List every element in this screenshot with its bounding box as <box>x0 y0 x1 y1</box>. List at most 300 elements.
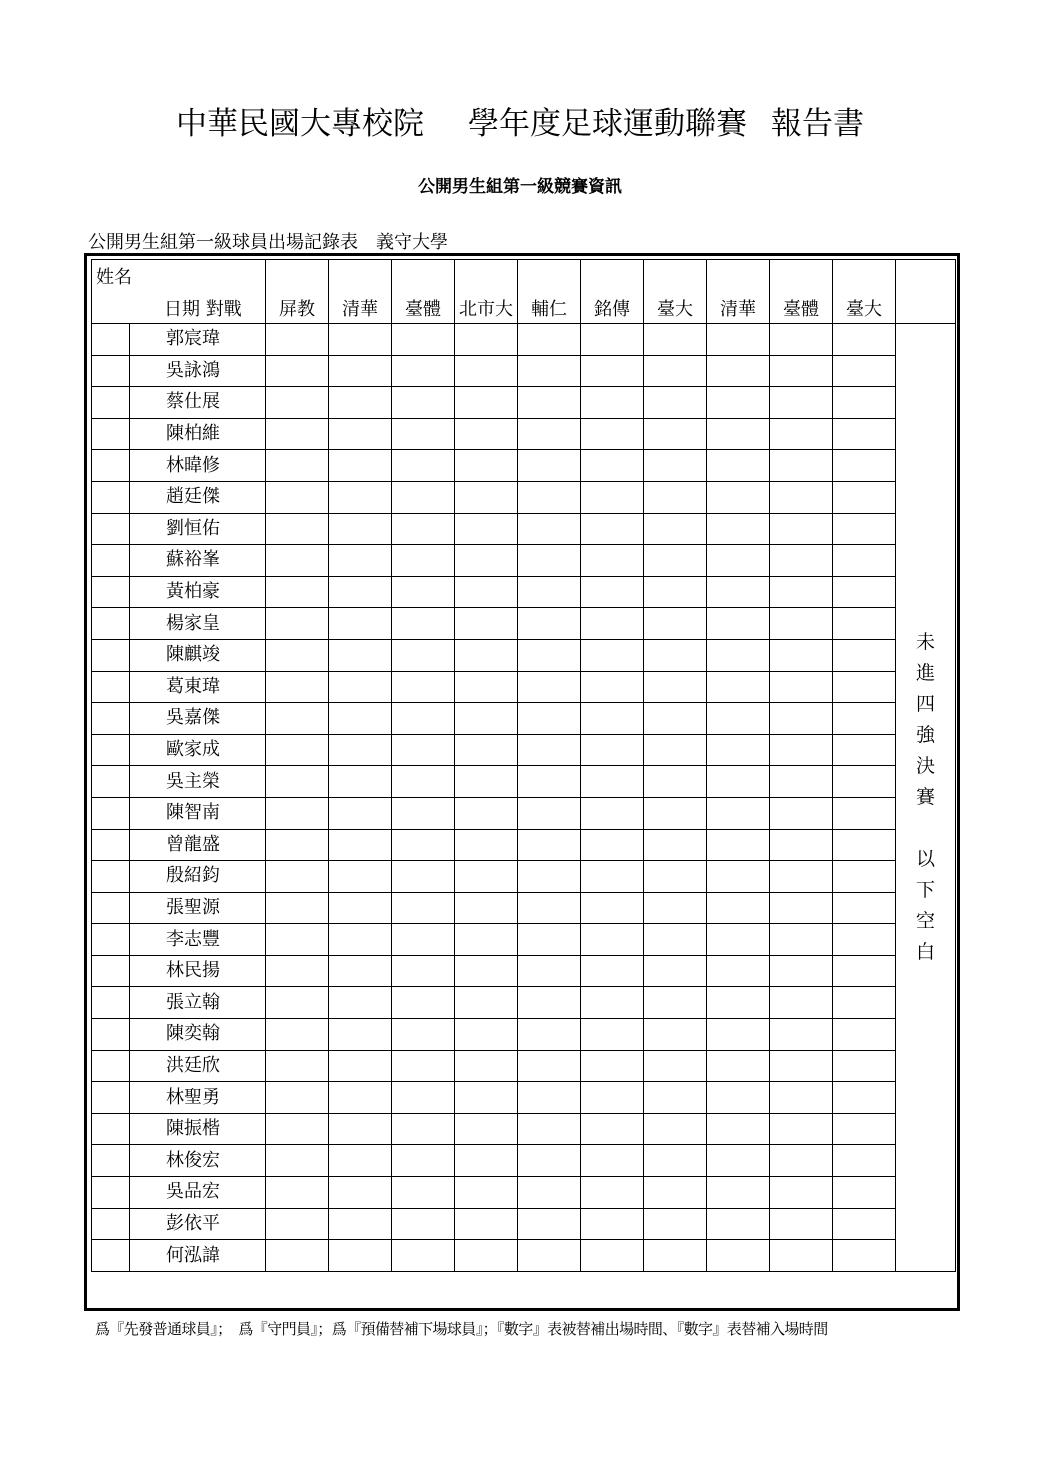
appearance-cell <box>707 450 770 482</box>
appearance-cell <box>266 955 329 987</box>
appearance-cell <box>329 355 392 387</box>
appearance-cell <box>770 797 833 829</box>
appearance-cell <box>833 418 896 450</box>
player-name-cell: 陳智南 <box>130 797 266 829</box>
table-row <box>92 355 956 387</box>
appearance-cell <box>518 576 581 608</box>
note-column-cell <box>896 324 956 1272</box>
appearance-cell <box>770 1082 833 1114</box>
appearance-cell <box>329 576 392 608</box>
table-row <box>92 829 956 861</box>
appearance-cell <box>518 513 581 545</box>
appearance-cell <box>833 1177 896 1209</box>
player-name-cell: 陳柏維 <box>130 418 266 450</box>
appearance-cell <box>329 481 392 513</box>
table-row <box>92 1240 956 1272</box>
table-row <box>92 513 956 545</box>
appearance-cell <box>707 576 770 608</box>
appearance-cell <box>518 355 581 387</box>
appearance-cell <box>644 1050 707 1082</box>
opponent-header-cell: 臺體 <box>770 260 833 324</box>
appearance-cell <box>266 576 329 608</box>
appearance-cell <box>518 639 581 671</box>
appearance-cell <box>833 1050 896 1082</box>
table-row <box>92 324 956 356</box>
jersey-number-cell <box>92 481 130 513</box>
appearance-cell <box>455 703 518 735</box>
player-name-cell: 吳詠鴻 <box>130 355 266 387</box>
jersey-number-cell <box>92 1208 130 1240</box>
appearance-cell <box>455 324 518 356</box>
appearance-cell <box>770 671 833 703</box>
appearance-cell <box>644 924 707 956</box>
appearance-cell <box>392 387 455 419</box>
appearance-cell <box>518 1177 581 1209</box>
appearance-cell <box>707 1208 770 1240</box>
appearance-cell <box>833 797 896 829</box>
appearance-cell <box>770 892 833 924</box>
appearance-cell <box>392 671 455 703</box>
appearance-cell <box>266 481 329 513</box>
note-char: 未 <box>915 630 935 653</box>
appearance-cell <box>329 387 392 419</box>
appearance-cell <box>581 1019 644 1051</box>
jersey-number-cell <box>92 418 130 450</box>
appearance-cell <box>644 797 707 829</box>
appearance-cell <box>518 1082 581 1114</box>
appearance-cell <box>770 608 833 640</box>
appearance-cell <box>329 924 392 956</box>
appearance-cell <box>833 1208 896 1240</box>
table-row <box>92 1145 956 1177</box>
appearance-cell <box>707 418 770 450</box>
appearance-cell <box>518 861 581 893</box>
opponent-header-cell: 清華 <box>707 260 770 324</box>
table-row <box>92 924 956 956</box>
appearance-cell <box>833 1082 896 1114</box>
appearance-cell <box>392 1019 455 1051</box>
table-caption <box>88 228 448 254</box>
appearance-cell <box>581 766 644 798</box>
appearance-cell <box>518 924 581 956</box>
appearance-cell <box>644 324 707 356</box>
appearance-cell <box>392 513 455 545</box>
appearance-cell <box>329 861 392 893</box>
appearance-cell <box>581 418 644 450</box>
appearance-cell <box>266 861 329 893</box>
appearance-cell <box>644 955 707 987</box>
player-name-cell: 吳主榮 <box>130 766 266 798</box>
jersey-number-cell <box>92 1050 130 1082</box>
table-row <box>92 481 956 513</box>
appearance-cell <box>707 955 770 987</box>
player-name-cell: 林民揚 <box>130 955 266 987</box>
appearance-cell <box>455 608 518 640</box>
jersey-number-cell <box>92 671 130 703</box>
jersey-number-cell <box>92 1082 130 1114</box>
appearance-cell <box>455 955 518 987</box>
appearance-cell <box>392 987 455 1019</box>
appearance-cell <box>266 513 329 545</box>
appearance-cell <box>329 892 392 924</box>
appearance-cell <box>266 892 329 924</box>
section-subtitle: 公開男生組第一級競賽資訊 <box>418 177 622 197</box>
appearance-cell <box>770 987 833 1019</box>
appearance-cell <box>581 892 644 924</box>
table-row <box>92 545 956 577</box>
appearance-cell <box>644 892 707 924</box>
appearance-cell <box>644 1177 707 1209</box>
appearance-cell <box>392 955 455 987</box>
appearance-cell <box>518 387 581 419</box>
jersey-number-cell <box>92 955 130 987</box>
appearance-cell <box>266 1208 329 1240</box>
note-char: 下 <box>915 878 935 901</box>
appearance-cell <box>770 955 833 987</box>
appearance-cell <box>707 355 770 387</box>
table-row <box>92 1177 956 1209</box>
appearance-cell <box>518 608 581 640</box>
appearance-cell <box>644 1019 707 1051</box>
appearance-cell <box>392 861 455 893</box>
appearance-cell <box>392 324 455 356</box>
appearance-cell <box>707 1050 770 1082</box>
appearance-cell <box>581 955 644 987</box>
appearance-cell <box>833 987 896 1019</box>
appearance-cell <box>770 1208 833 1240</box>
appearance-cell <box>644 639 707 671</box>
jersey-number-cell <box>92 1019 130 1051</box>
appearance-cell <box>518 450 581 482</box>
appearance-cell <box>329 450 392 482</box>
appearance-cell <box>329 608 392 640</box>
player-name-cell: 洪廷欣 <box>130 1050 266 1082</box>
jersey-number-cell <box>92 892 130 924</box>
appearance-cell <box>266 387 329 419</box>
appearance-cell <box>455 734 518 766</box>
appearance-cell <box>707 1177 770 1209</box>
opponent-header-cell: 屏教 <box>266 260 329 324</box>
appearance-cell <box>833 639 896 671</box>
page-title <box>0 98 1040 143</box>
appearance-cell <box>329 1050 392 1082</box>
appearance-cell <box>266 797 329 829</box>
player-name-cell: 林聖勇 <box>130 1082 266 1114</box>
jersey-number-cell <box>92 513 130 545</box>
appearance-cell <box>833 608 896 640</box>
appearance-cell <box>770 734 833 766</box>
appearance-cell <box>455 797 518 829</box>
table-row <box>92 1082 956 1114</box>
appearance-cell <box>707 703 770 735</box>
player-name-cell: 李志豐 <box>130 924 266 956</box>
appearance-cell <box>518 734 581 766</box>
appearance-cell <box>266 1177 329 1209</box>
appearance-cell <box>707 671 770 703</box>
appearance-cell <box>707 1082 770 1114</box>
appearance-cell <box>329 671 392 703</box>
appearance-cell <box>518 481 581 513</box>
jersey-number-cell <box>92 829 130 861</box>
appearance-cell <box>266 545 329 577</box>
appearance-cell <box>707 545 770 577</box>
appearance-cell <box>770 355 833 387</box>
appearance-cell <box>770 324 833 356</box>
appearance-cell <box>644 734 707 766</box>
appearance-cell <box>518 324 581 356</box>
appearance-cell <box>266 355 329 387</box>
appearance-cell <box>455 418 518 450</box>
appearance-cell <box>770 766 833 798</box>
appearance-cell <box>329 1208 392 1240</box>
appearance-cell <box>329 955 392 987</box>
jersey-number-cell <box>92 861 130 893</box>
appearance-cell <box>581 1208 644 1240</box>
appearance-cell <box>770 1240 833 1272</box>
appearance-cell <box>707 1240 770 1272</box>
jersey-number-cell <box>92 734 130 766</box>
jersey-number-cell <box>92 1145 130 1177</box>
appearance-cell <box>770 576 833 608</box>
table-row <box>92 955 956 987</box>
appearance-cell <box>266 1240 329 1272</box>
appearance-cell <box>518 892 581 924</box>
appearance-cell <box>518 545 581 577</box>
appearance-cell <box>644 671 707 703</box>
jersey-number-cell <box>92 1177 130 1209</box>
appearance-cell <box>266 1113 329 1145</box>
table-header-row <box>92 260 956 324</box>
opponent-header-cell: 銘傳 <box>581 260 644 324</box>
appearance-cell <box>833 576 896 608</box>
appearance-cell <box>329 1240 392 1272</box>
player-name-cell: 郭宸瑋 <box>130 324 266 356</box>
appearance-cell <box>329 1019 392 1051</box>
player-name-cell: 黃柏豪 <box>130 576 266 608</box>
appearance-cell <box>266 450 329 482</box>
appearance-cell <box>581 829 644 861</box>
appearance-cell <box>770 1145 833 1177</box>
table-row <box>92 861 956 893</box>
note-vertical-text <box>916 627 936 968</box>
appearance-cell <box>770 639 833 671</box>
appearance-cell <box>644 387 707 419</box>
appearance-cell <box>581 608 644 640</box>
appearance-cell <box>455 1113 518 1145</box>
opponent-header-cell: 臺大 <box>833 260 896 324</box>
note-char: 賽 <box>915 785 935 808</box>
appearance-cell <box>581 355 644 387</box>
appearance-cell <box>266 1145 329 1177</box>
appearance-cell <box>644 481 707 513</box>
appearance-cell <box>581 639 644 671</box>
note-char: 決 <box>915 754 935 777</box>
appearance-cell <box>329 987 392 1019</box>
appearance-cell <box>833 324 896 356</box>
jersey-number-cell <box>92 639 130 671</box>
appearance-cell <box>644 1113 707 1145</box>
appearance-cell <box>329 324 392 356</box>
appearance-cell <box>392 924 455 956</box>
table-row <box>92 1050 956 1082</box>
appearance-cell <box>392 797 455 829</box>
appearance-cell <box>392 829 455 861</box>
jersey-number-cell <box>92 987 130 1019</box>
appearance-cell <box>392 481 455 513</box>
appearance-cell <box>392 1050 455 1082</box>
appearance-cell <box>455 545 518 577</box>
appearance-cell <box>455 829 518 861</box>
appearance-cell <box>644 703 707 735</box>
appearance-cell <box>833 1240 896 1272</box>
appearance-cell <box>707 1145 770 1177</box>
appearance-cell <box>644 987 707 1019</box>
opponent-header-cell: 輔仁 <box>518 260 581 324</box>
appearance-cell <box>770 545 833 577</box>
table-row <box>92 797 956 829</box>
appearance-cell <box>581 513 644 545</box>
appearance-cell <box>455 1240 518 1272</box>
appearance-cell <box>266 987 329 1019</box>
appearance-cell <box>770 387 833 419</box>
appearance-cell <box>581 481 644 513</box>
appearance-cell <box>266 924 329 956</box>
player-name-cell: 陳麒竣 <box>130 639 266 671</box>
title-part1: 中華民國大專校院 <box>176 106 424 142</box>
appearance-cell <box>707 892 770 924</box>
player-name-cell: 劉恒佑 <box>130 513 266 545</box>
appearance-cell <box>518 797 581 829</box>
appearance-cell <box>392 450 455 482</box>
appearance-cell <box>833 481 896 513</box>
player-name-cell: 歐家成 <box>130 734 266 766</box>
table-row <box>92 639 956 671</box>
appearance-cell <box>455 1019 518 1051</box>
appearance-cell <box>833 671 896 703</box>
appearance-cell <box>455 576 518 608</box>
appearance-cell <box>329 734 392 766</box>
player-name-cell: 陳振楷 <box>130 1113 266 1145</box>
note-char: 以 <box>915 847 935 870</box>
appearance-cell <box>392 734 455 766</box>
appearance-cell <box>581 576 644 608</box>
appearance-cell <box>455 481 518 513</box>
appearance-cell <box>455 1208 518 1240</box>
appearance-cell <box>707 324 770 356</box>
appearance-cell <box>581 324 644 356</box>
jersey-number-cell <box>92 576 130 608</box>
appearance-cell <box>770 703 833 735</box>
table-row <box>92 576 956 608</box>
appearance-cell <box>707 481 770 513</box>
appearance-cell <box>392 892 455 924</box>
appearance-cell <box>770 829 833 861</box>
table-row <box>92 450 956 482</box>
appearance-cell <box>581 1240 644 1272</box>
note-spacer <box>916 813 936 844</box>
appearance-cell <box>770 418 833 450</box>
appearance-cell <box>770 450 833 482</box>
appearance-cell <box>581 545 644 577</box>
table-row <box>92 671 956 703</box>
appearance-cell <box>707 387 770 419</box>
table-row <box>92 418 956 450</box>
note-char: 白 <box>915 940 935 963</box>
appearance-cell <box>518 829 581 861</box>
jersey-number-cell <box>92 545 130 577</box>
appearance-cell <box>392 1082 455 1114</box>
player-name-cell: 趙廷傑 <box>130 481 266 513</box>
opponent-header-cell: 臺體 <box>392 260 455 324</box>
appearance-cell <box>644 1082 707 1114</box>
appearance-cell <box>707 513 770 545</box>
table-row <box>92 987 956 1019</box>
appearance-cell <box>455 861 518 893</box>
appearance-cell <box>644 861 707 893</box>
appearance-cell <box>644 766 707 798</box>
appearance-cell <box>266 639 329 671</box>
table-row <box>92 387 956 419</box>
table-row <box>92 766 956 798</box>
player-name-cell: 楊家皇 <box>130 608 266 640</box>
appearance-cell <box>581 861 644 893</box>
appearance-cell <box>833 892 896 924</box>
appearance-cell <box>392 418 455 450</box>
appearance-cell <box>518 1145 581 1177</box>
appearance-cell <box>329 1113 392 1145</box>
header-corner-cell <box>92 260 266 324</box>
jersey-number-cell <box>92 766 130 798</box>
table-row <box>92 1019 956 1051</box>
appearance-cell <box>770 513 833 545</box>
name-header-label: 姓名 <box>96 267 132 288</box>
appearance-cell <box>329 1177 392 1209</box>
appearance-cell <box>518 1208 581 1240</box>
note-char: 強 <box>915 723 935 746</box>
appearance-cell <box>518 1019 581 1051</box>
appearance-cell <box>581 703 644 735</box>
appearance-cell <box>833 829 896 861</box>
appearance-cell <box>455 513 518 545</box>
appearance-cell <box>644 355 707 387</box>
table-row <box>92 734 956 766</box>
appearance-cell <box>644 829 707 861</box>
appearance-cell <box>455 1145 518 1177</box>
appearance-cell <box>455 766 518 798</box>
appearance-cell <box>833 1113 896 1145</box>
appearance-cell <box>518 418 581 450</box>
appearance-cell <box>518 671 581 703</box>
player-name-cell: 吳品宏 <box>130 1177 266 1209</box>
appearance-cell <box>392 703 455 735</box>
appearance-cell <box>518 1113 581 1145</box>
appearance-cell <box>581 671 644 703</box>
appearance-cell <box>329 829 392 861</box>
player-name-cell: 殷紹鈞 <box>130 861 266 893</box>
appearance-cell <box>644 1208 707 1240</box>
jersey-number-cell <box>92 324 130 356</box>
appearance-cell <box>644 418 707 450</box>
appearance-cell <box>392 1113 455 1145</box>
appearance-cell <box>329 545 392 577</box>
player-record-table <box>91 259 956 1272</box>
player-name-cell: 何泓諱 <box>130 1240 266 1272</box>
player-name-cell: 葛東瑋 <box>130 671 266 703</box>
appearance-cell <box>266 1082 329 1114</box>
appearance-cell <box>581 1145 644 1177</box>
appearance-cell <box>266 671 329 703</box>
appearance-cell <box>707 766 770 798</box>
